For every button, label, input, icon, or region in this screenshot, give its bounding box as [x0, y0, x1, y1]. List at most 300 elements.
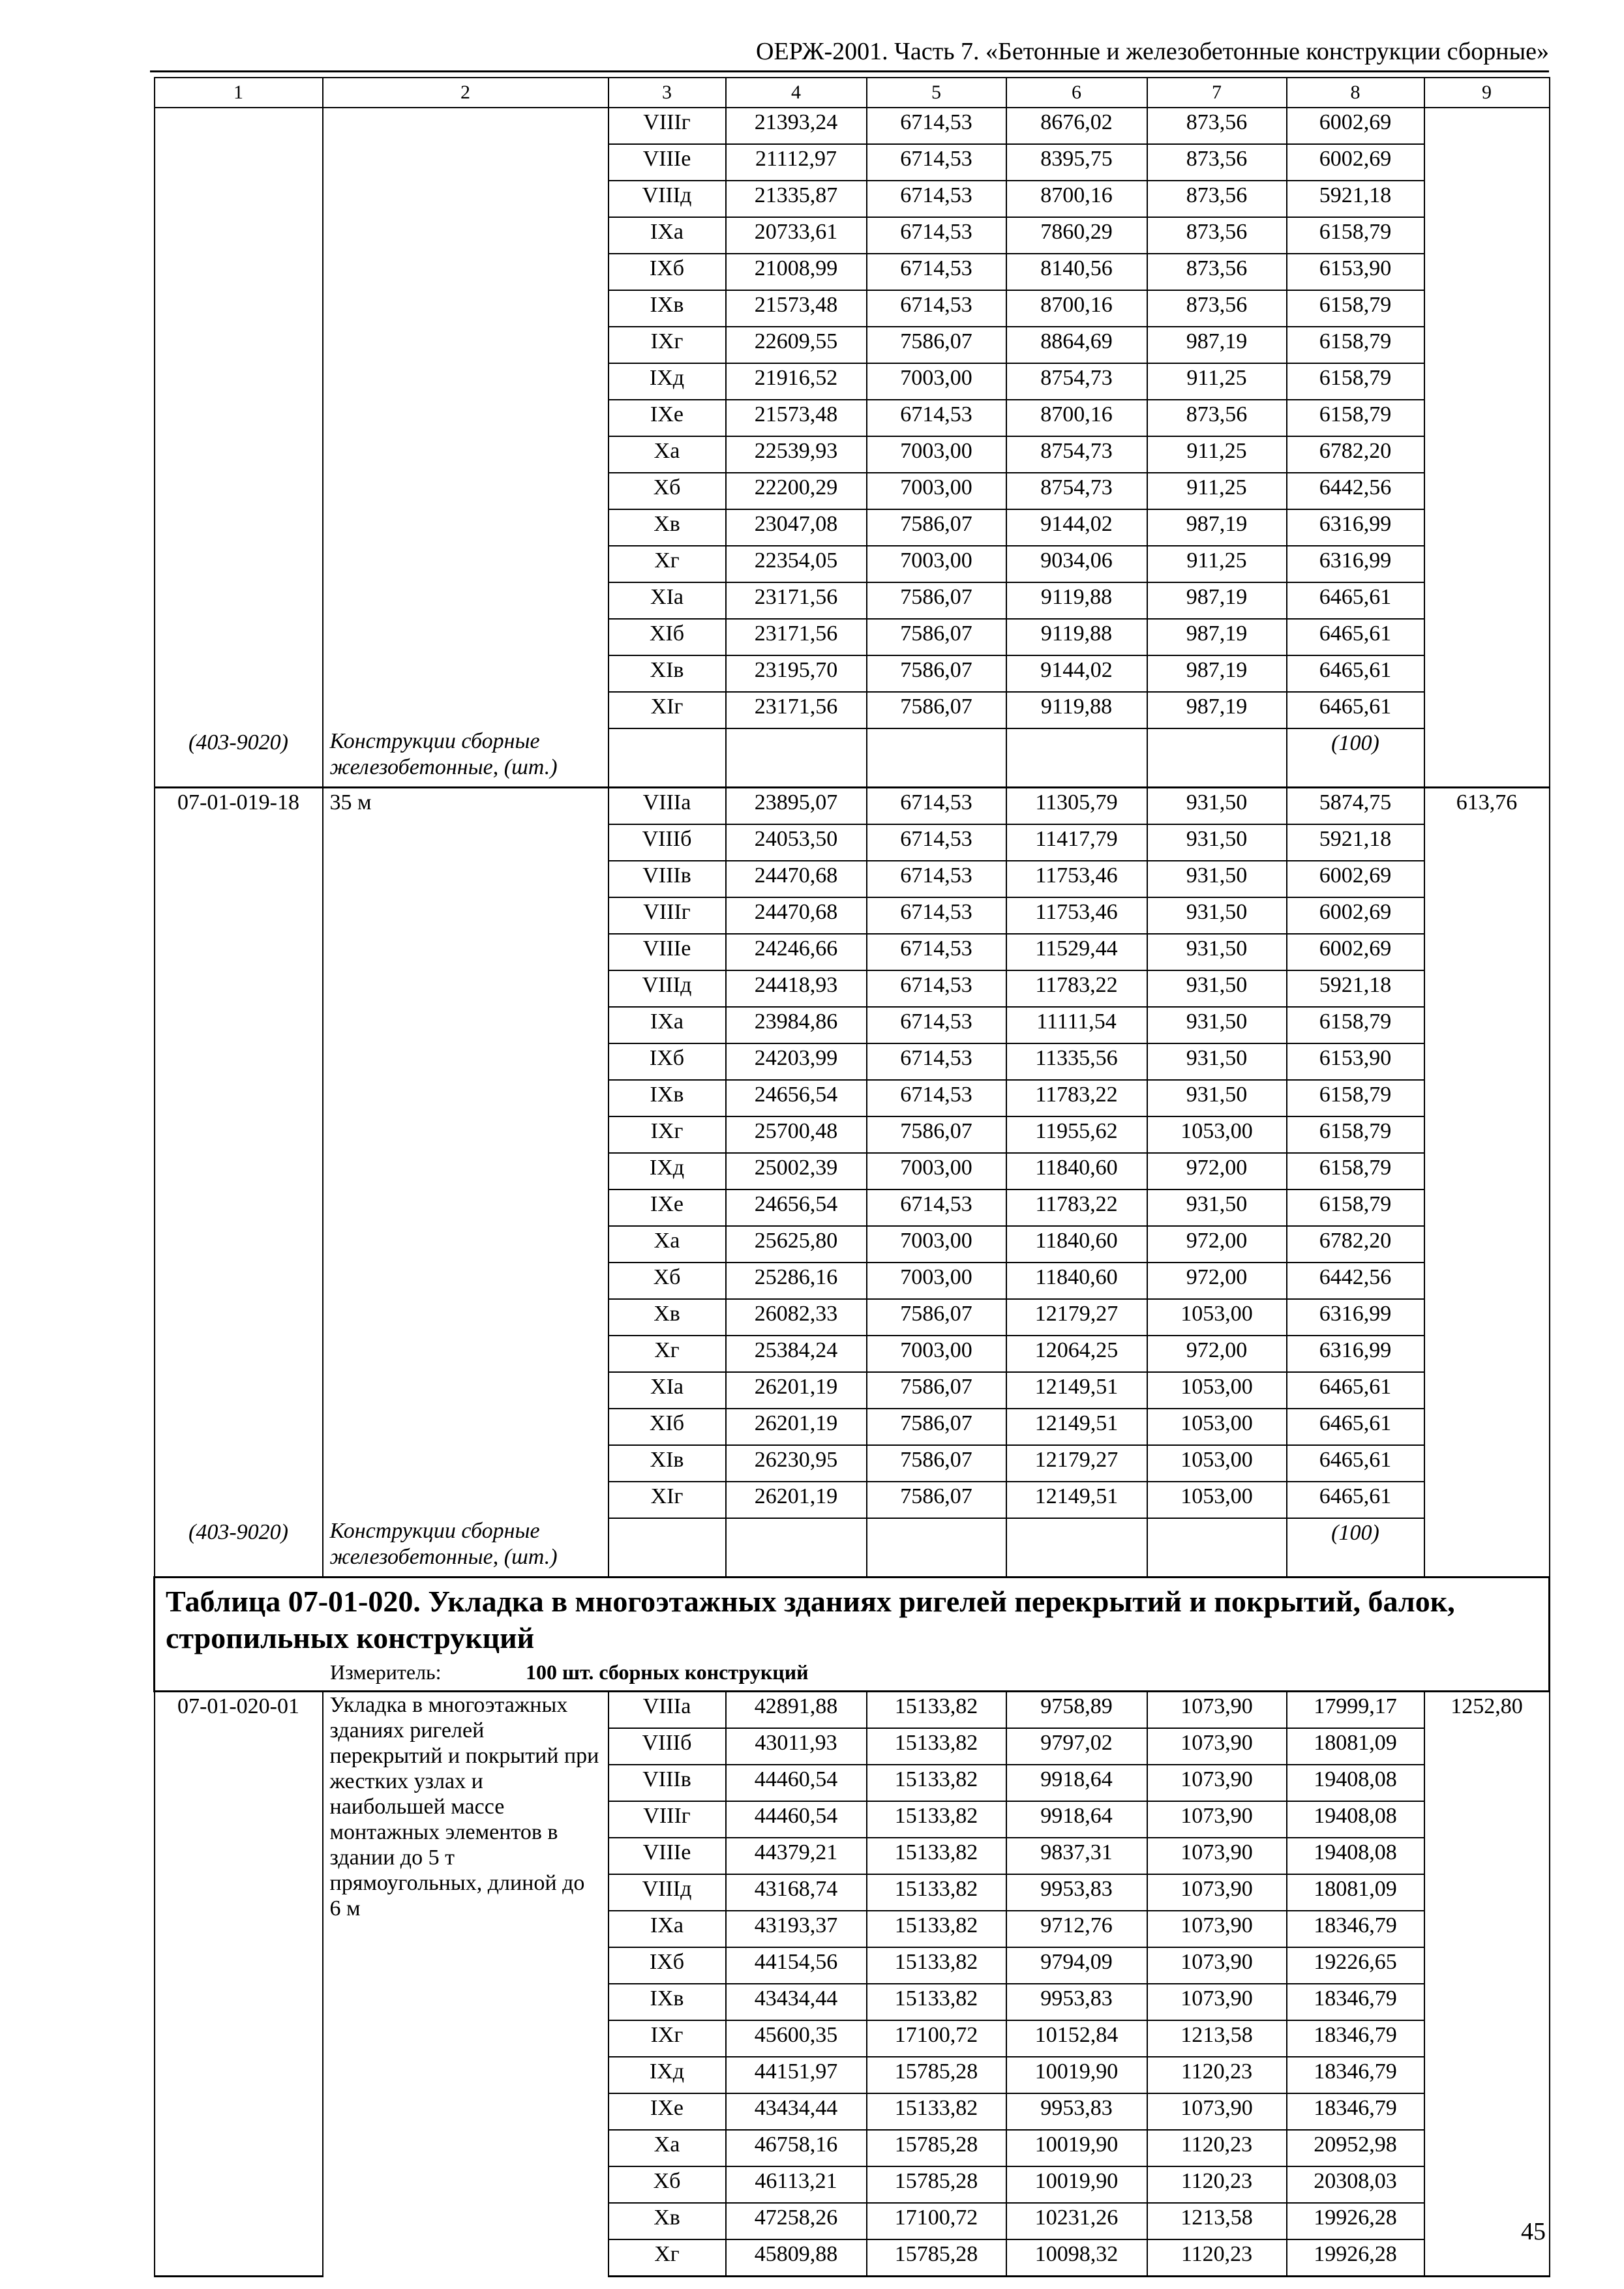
work-description — [323, 1336, 609, 1372]
price-value: 6153,90 — [1287, 1043, 1424, 1080]
zone-code: Xб — [609, 1263, 726, 1299]
labor-value — [1424, 1116, 1550, 1153]
price-value: 21916,52 — [726, 363, 867, 400]
labor-value — [1424, 217, 1550, 254]
rate-code — [155, 619, 323, 655]
price-value: 1073,90 — [1147, 1947, 1287, 1984]
price-value: 9953,83 — [1006, 2093, 1147, 2130]
price-value: 10231,26 — [1006, 2203, 1147, 2239]
zone-code: IXа — [609, 217, 726, 254]
price-value: 911,25 — [1147, 363, 1287, 400]
price-value: 10152,84 — [1006, 2020, 1147, 2057]
price-value: 19926,28 — [1287, 2239, 1424, 2277]
price-value: 931,50 — [1147, 1043, 1287, 1080]
table-row — [155, 1482, 1550, 1518]
price-value: 1120,23 — [1147, 2166, 1287, 2203]
price-value: 7586,07 — [867, 692, 1006, 728]
price-value: 24203,99 — [726, 1043, 867, 1080]
price-value: 23047,08 — [726, 509, 867, 546]
table-row — [155, 144, 1550, 181]
page-header: ОЕРЖ-2001. Часть 7. «Бетонные и железобетонные конструкции сборные» — [756, 38, 1549, 65]
rate-code — [155, 824, 323, 861]
labor-value — [1424, 1409, 1550, 1445]
price-value: 987,19 — [1147, 619, 1287, 655]
rate-code — [155, 1153, 323, 1189]
price-value: 987,19 — [1147, 327, 1287, 363]
zone-code: IXд — [609, 2057, 726, 2093]
table-row — [155, 290, 1550, 327]
price-value: 9144,02 — [1006, 509, 1147, 546]
price-value: 11753,46 — [1006, 861, 1147, 897]
price-value: 931,50 — [1147, 788, 1287, 825]
work-description — [323, 254, 609, 290]
table-row — [155, 897, 1550, 934]
price-value: 1073,90 — [1147, 1728, 1287, 1765]
labor-value — [1424, 1911, 1550, 1947]
price-value: 15785,28 — [867, 2130, 1006, 2166]
price-value: 25286,16 — [726, 1263, 867, 1299]
labor-value — [1424, 1226, 1550, 1263]
price-value: 25002,39 — [726, 1153, 867, 1189]
table-row — [155, 181, 1550, 217]
zone-code: IXа — [609, 1911, 726, 1947]
labor-value — [1424, 1947, 1550, 1984]
section-cell — [155, 1578, 1550, 1692]
rate-code — [155, 217, 323, 254]
price-value: 972,00 — [1147, 1263, 1287, 1299]
table-row — [155, 1189, 1550, 1226]
header-rule — [150, 70, 1549, 72]
price-value: 11840,60 — [1006, 1153, 1147, 1189]
unit-line — [166, 1659, 1538, 1685]
price-value: 6714,53 — [867, 970, 1006, 1007]
column-number: 4 — [726, 78, 867, 108]
price-value: 1053,00 — [1147, 1482, 1287, 1518]
price-value: 23171,56 — [726, 619, 867, 655]
price-value: 873,56 — [1147, 400, 1287, 436]
empty-cell — [867, 728, 1006, 788]
price-value: 6158,79 — [1287, 363, 1424, 400]
price-value: 972,00 — [1147, 1226, 1287, 1263]
work-description — [323, 1299, 609, 1336]
price-value: 12149,51 — [1006, 1482, 1147, 1518]
price-value: 1053,00 — [1147, 1409, 1287, 1445]
price-value: 15133,82 — [867, 1874, 1006, 1911]
price-value: 22354,05 — [726, 546, 867, 582]
zone-code: IXб — [609, 254, 726, 290]
labor-value — [1424, 2166, 1550, 2203]
price-value: 6158,79 — [1287, 1153, 1424, 1189]
price-value: 6465,61 — [1287, 1372, 1424, 1409]
work-description — [323, 217, 609, 254]
column-number: 5 — [867, 78, 1006, 108]
price-value: 24656,54 — [726, 1080, 867, 1116]
price-value: 44151,97 — [726, 2057, 867, 2093]
price-value: 10019,90 — [1006, 2166, 1147, 2203]
price-value: 873,56 — [1147, 217, 1287, 254]
zone-code: VIIIе — [609, 934, 726, 970]
price-value: 18346,79 — [1287, 1911, 1424, 1947]
zone-code: XIа — [609, 582, 726, 619]
work-description — [323, 290, 609, 327]
price-value: 9837,31 — [1006, 1838, 1147, 1874]
table-row — [155, 436, 1550, 473]
price-value: 7586,07 — [867, 619, 1006, 655]
price-value: 6158,79 — [1287, 327, 1424, 363]
labor-value — [1424, 1838, 1550, 1874]
rate-code — [155, 861, 323, 897]
price-value: 6782,20 — [1287, 1226, 1424, 1263]
price-value: 47258,26 — [726, 2203, 867, 2239]
rate-code — [155, 1874, 323, 1911]
price-value: 26230,95 — [726, 1445, 867, 1482]
price-value: 23195,70 — [726, 655, 867, 692]
work-description — [323, 473, 609, 509]
price-value: 15133,82 — [867, 1947, 1006, 1984]
price-value: 17999,17 — [1287, 1692, 1424, 1729]
price-value: 11111,54 — [1006, 1007, 1147, 1043]
price-value: 7586,07 — [867, 1116, 1006, 1153]
rate-code — [155, 509, 323, 546]
labor-value — [1424, 363, 1550, 400]
table-section-heading — [155, 1578, 1550, 1692]
price-value: 10019,90 — [1006, 2130, 1147, 2166]
zone-code: IXг — [609, 327, 726, 363]
work-description — [323, 327, 609, 363]
price-value: 6002,69 — [1287, 934, 1424, 970]
price-value: 44379,21 — [726, 1838, 867, 1874]
table-row — [155, 1692, 1550, 1729]
price-value: 873,56 — [1147, 181, 1287, 217]
price-value: 7003,00 — [867, 473, 1006, 509]
labor-value — [1424, 2130, 1550, 2166]
price-value: 19226,65 — [1287, 1947, 1424, 1984]
price-value: 15133,82 — [867, 1984, 1006, 2020]
price-value: 1053,00 — [1147, 1299, 1287, 1336]
price-value: 6002,69 — [1287, 861, 1424, 897]
zone-code: VIIIб — [609, 1728, 726, 1765]
rate-code — [155, 1765, 323, 1801]
work-description — [323, 1226, 609, 1263]
price-value: 6465,61 — [1287, 1445, 1424, 1482]
price-value: 6465,61 — [1287, 1409, 1424, 1445]
rate-code — [155, 1116, 323, 1153]
table-row — [155, 824, 1550, 861]
price-value: 1213,58 — [1147, 2020, 1287, 2057]
empty-cell — [1006, 728, 1147, 788]
zone-code: VIIIд — [609, 1874, 726, 1911]
labor-value — [1424, 509, 1550, 546]
price-value: 911,25 — [1147, 473, 1287, 509]
price-value: 8700,16 — [1006, 181, 1147, 217]
zone-code: VIIIе — [609, 144, 726, 181]
price-value: 15133,82 — [867, 1765, 1006, 1801]
price-value: 22609,55 — [726, 327, 867, 363]
price-value: 9797,02 — [1006, 1728, 1147, 1765]
price-value: 6714,53 — [867, 934, 1006, 970]
price-value: 6153,90 — [1287, 254, 1424, 290]
rate-code — [155, 108, 323, 144]
price-value: 6714,53 — [867, 1007, 1006, 1043]
empty-cell — [1424, 728, 1550, 788]
rate-code — [155, 144, 323, 181]
rate-code — [155, 1372, 323, 1409]
table-row — [155, 363, 1550, 400]
price-value: 46113,21 — [726, 2166, 867, 2203]
price-value: 24246,66 — [726, 934, 867, 970]
zone-code: VIIIа — [609, 788, 726, 825]
zone-code: Xг — [609, 1336, 726, 1372]
labor-value — [1424, 1263, 1550, 1299]
price-value: 9119,88 — [1006, 619, 1147, 655]
work-description — [323, 1007, 609, 1043]
labor-value — [1424, 181, 1550, 217]
price-value: 11840,60 — [1006, 1263, 1147, 1299]
price-value: 7003,00 — [867, 546, 1006, 582]
price-value: 1073,90 — [1147, 1692, 1287, 1729]
resource-row — [155, 1518, 1550, 1578]
price-value: 9953,83 — [1006, 1984, 1147, 2020]
zone-code: Xв — [609, 2203, 726, 2239]
price-value: 18346,79 — [1287, 2093, 1424, 2130]
rate-code — [155, 1043, 323, 1080]
price-value: 931,50 — [1147, 824, 1287, 861]
price-value: 10098,32 — [1006, 2239, 1147, 2277]
rate-code — [155, 692, 323, 728]
rate-code — [155, 1299, 323, 1336]
price-value: 873,56 — [1147, 144, 1287, 181]
price-value: 7003,00 — [867, 436, 1006, 473]
table-row — [155, 1153, 1550, 1189]
empty-cell — [1006, 1518, 1147, 1578]
price-value: 8864,69 — [1006, 327, 1147, 363]
work-description — [323, 655, 609, 692]
column-number: 2 — [323, 78, 609, 108]
price-value: 21112,97 — [726, 144, 867, 181]
price-value: 15785,28 — [867, 2057, 1006, 2093]
labor-value — [1424, 1482, 1550, 1518]
rate-code — [155, 1838, 323, 1874]
price-value: 6465,61 — [1287, 619, 1424, 655]
price-value: 6782,20 — [1287, 436, 1424, 473]
price-value: 42891,88 — [726, 1692, 867, 1729]
table-row — [155, 400, 1550, 436]
price-value: 24418,93 — [726, 970, 867, 1007]
labor-value — [1424, 824, 1550, 861]
price-value: 26201,19 — [726, 1482, 867, 1518]
rate-code — [155, 897, 323, 934]
price-value: 8754,73 — [1006, 473, 1147, 509]
labor-value — [1424, 1007, 1550, 1043]
zone-code: IXг — [609, 2020, 726, 2057]
price-value: 6158,79 — [1287, 400, 1424, 436]
labor-value — [1424, 582, 1550, 619]
price-value: 8754,73 — [1006, 363, 1147, 400]
table-row — [155, 254, 1550, 290]
labor-value — [1424, 1445, 1550, 1482]
price-value: 1053,00 — [1147, 1372, 1287, 1409]
table-row — [155, 582, 1550, 619]
work-description — [323, 546, 609, 582]
table-row — [155, 970, 1550, 1007]
zone-code: Xа — [609, 2130, 726, 2166]
column-number: 7 — [1147, 78, 1287, 108]
empty-cell — [726, 1518, 867, 1578]
price-value: 1073,90 — [1147, 1984, 1287, 2020]
rate-code — [155, 655, 323, 692]
work-description — [323, 897, 609, 934]
zone-code: XIг — [609, 1482, 726, 1518]
zone-code: IXб — [609, 1043, 726, 1080]
price-value: 18346,79 — [1287, 2020, 1424, 2057]
labor-value — [1424, 546, 1550, 582]
price-value: 24470,68 — [726, 897, 867, 934]
work-description — [323, 1080, 609, 1116]
price-value: 8676,02 — [1006, 108, 1147, 144]
price-value: 6714,53 — [867, 217, 1006, 254]
price-value: 6714,53 — [867, 181, 1006, 217]
price-value: 22200,29 — [726, 473, 867, 509]
zone-code: XIв — [609, 655, 726, 692]
labor-value — [1424, 1728, 1550, 1765]
price-value: 21573,48 — [726, 290, 867, 327]
table-row — [155, 655, 1550, 692]
work-description — [323, 1482, 609, 1518]
price-value: 6465,61 — [1287, 1482, 1424, 1518]
price-value: 11840,60 — [1006, 1226, 1147, 1263]
rate-code — [155, 2093, 323, 2130]
labor-value — [1424, 1299, 1550, 1336]
table-row — [155, 1043, 1550, 1080]
price-value: 9794,09 — [1006, 1947, 1147, 1984]
zone-code: IXа — [609, 1007, 726, 1043]
price-value: 911,25 — [1147, 546, 1287, 582]
rate-code — [155, 473, 323, 509]
table-row — [155, 1007, 1550, 1043]
empty-cell — [609, 1518, 726, 1578]
price-value: 15785,28 — [867, 2239, 1006, 2277]
table-row — [155, 1263, 1550, 1299]
work-description — [323, 1263, 609, 1299]
price-value: 8140,56 — [1006, 254, 1147, 290]
labor-value — [1424, 108, 1550, 144]
price-value: 43168,74 — [726, 1874, 867, 1911]
price-value: 6002,69 — [1287, 108, 1424, 144]
price-value: 26201,19 — [726, 1409, 867, 1445]
price-value: 26201,19 — [726, 1372, 867, 1409]
price-value: 6465,61 — [1287, 655, 1424, 692]
labor-value — [1424, 1153, 1550, 1189]
price-value: 20733,61 — [726, 217, 867, 254]
labor-value — [1424, 619, 1550, 655]
work-description — [323, 1189, 609, 1226]
labor-value — [1424, 327, 1550, 363]
zone-code: VIIIд — [609, 181, 726, 217]
zone-code: VIIIг — [609, 897, 726, 934]
price-value: 12149,51 — [1006, 1372, 1147, 1409]
price-value: 9119,88 — [1006, 692, 1147, 728]
price-value: 6158,79 — [1287, 1116, 1424, 1153]
zone-code: IXе — [609, 1189, 726, 1226]
zone-code: VIIIд — [609, 970, 726, 1007]
price-value: 7586,07 — [867, 509, 1006, 546]
price-value: 18346,79 — [1287, 1984, 1424, 2020]
rate-code — [155, 1226, 323, 1263]
labor-value — [1424, 400, 1550, 436]
price-value: 9712,76 — [1006, 1911, 1147, 1947]
price-value: 1120,23 — [1147, 2239, 1287, 2277]
labor-value — [1424, 1765, 1550, 1801]
resource-name: Конструкции сборные железобетонные, (шт.) — [323, 728, 609, 788]
column-number: 8 — [1287, 78, 1424, 108]
price-value: 11783,22 — [1006, 1080, 1147, 1116]
empty-cell — [1147, 728, 1287, 788]
price-value: 6316,99 — [1287, 546, 1424, 582]
price-value: 44460,54 — [726, 1801, 867, 1838]
work-description — [323, 1043, 609, 1080]
work-description — [323, 144, 609, 181]
rate-code — [155, 181, 323, 217]
price-value: 6714,53 — [867, 897, 1006, 934]
price-value: 8700,16 — [1006, 400, 1147, 436]
rate-code — [155, 2020, 323, 2057]
work-description — [323, 1153, 609, 1189]
work-description — [323, 1372, 609, 1409]
work-description — [323, 934, 609, 970]
price-value: 6714,53 — [867, 290, 1006, 327]
price-value: 873,56 — [1147, 254, 1287, 290]
zone-code: VIIIб — [609, 824, 726, 861]
price-value: 46758,16 — [726, 2130, 867, 2166]
price-value: 26082,33 — [726, 1299, 867, 1336]
price-value: 21393,24 — [726, 108, 867, 144]
price-value: 22539,93 — [726, 436, 867, 473]
price-value: 6002,69 — [1287, 897, 1424, 934]
zone-code: Xг — [609, 2239, 726, 2277]
zone-code: XIб — [609, 1409, 726, 1445]
labor-value — [1424, 144, 1550, 181]
price-value: 15133,82 — [867, 1911, 1006, 1947]
price-value: 15785,28 — [867, 2166, 1006, 2203]
labor-value — [1424, 2093, 1550, 2130]
price-value: 11783,22 — [1006, 1189, 1147, 1226]
rate-code — [155, 1263, 323, 1299]
price-value: 5874,75 — [1287, 788, 1424, 825]
price-value: 11529,44 — [1006, 934, 1147, 970]
price-value: 11783,22 — [1006, 970, 1147, 1007]
table-row — [155, 619, 1550, 655]
rate-code — [155, 290, 323, 327]
price-value: 6465,61 — [1287, 582, 1424, 619]
price-value: 18081,09 — [1287, 1728, 1424, 1765]
price-value: 45600,35 — [726, 2020, 867, 2057]
zone-code: IXг — [609, 1116, 726, 1153]
price-value: 11955,62 — [1006, 1116, 1147, 1153]
table-row — [155, 327, 1550, 363]
price-value: 19408,08 — [1287, 1801, 1424, 1838]
unit-label: Измеритель: — [330, 1660, 442, 1684]
price-value: 6714,53 — [867, 1080, 1006, 1116]
price-value: 44460,54 — [726, 1765, 867, 1801]
rate-code — [155, 1482, 323, 1518]
price-value: 911,25 — [1147, 436, 1287, 473]
page-number: 45 — [1521, 2218, 1546, 2245]
labor-value — [1424, 436, 1550, 473]
zone-code: XIг — [609, 692, 726, 728]
work-description — [323, 824, 609, 861]
price-value: 1120,23 — [1147, 2130, 1287, 2166]
rate-code — [155, 582, 323, 619]
